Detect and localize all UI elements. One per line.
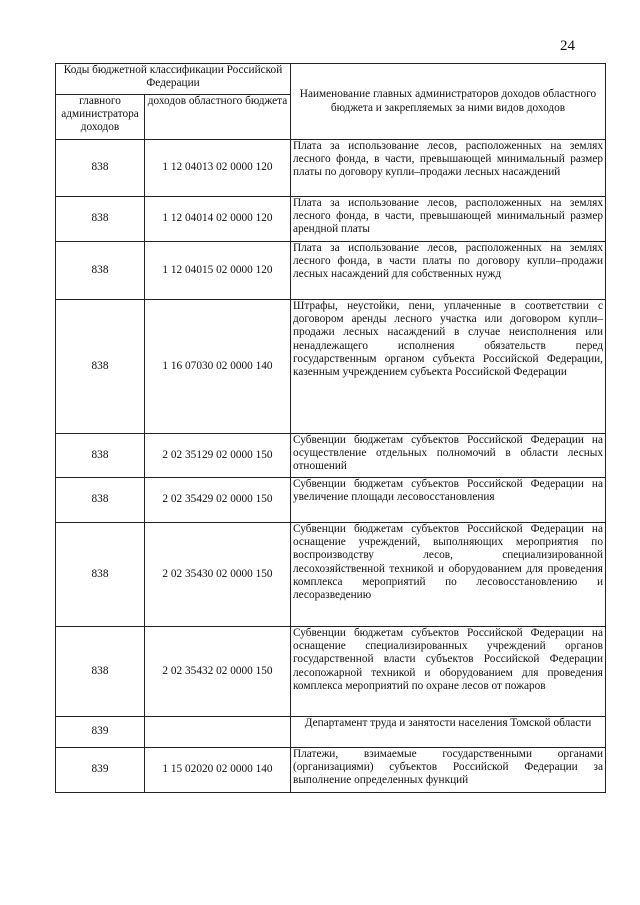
income-code-cell: 2 02 35432 02 0000 150 <box>145 627 291 717</box>
table-row <box>56 140 606 197</box>
income-code-cell: 1 12 04015 02 0000 120 <box>145 242 291 300</box>
income-code-cell: 1 16 07030 02 0000 140 <box>145 300 291 434</box>
income-name-cell: Субвенции бюджетам субъектов Российской Федерации на осуществление отдельных полномочий в области лесных отношений <box>291 434 606 478</box>
income-name-cell: Платежи, взимаемые государственными органами (организациями) субъектов Российской Федерации за выполнение определенных функций <box>291 748 606 793</box>
admin-code-cell: 838 <box>56 140 145 197</box>
admin-code-cell: 839 <box>56 748 145 793</box>
income-code-cell: 1 12 04014 02 0000 120 <box>145 197 291 242</box>
name-column-header: Наименование главных администраторов доходов областного бюджета и закрепляемых за ними видов доходов <box>291 64 606 140</box>
income-name-cell: Штрафы, неустойки, пени, уплаченные в соответствии с договором аренды лесного участка или договором купли–продажи лесных насаждений в случае неисполнения или ненадлежащего исполнения обязательств перед государственным органом субъекта Российской Федерации, казенным учреждением субъекта Российской Федерации <box>291 300 606 434</box>
income-column-header: доходов областного бюджета <box>145 95 291 140</box>
department-row <box>56 717 606 748</box>
income-name-cell: Субвенции бюджетам субъектов Российской Федерации на оснащение специализированных учреждений органов государственной власти субъектов Российской Федерации лесопожарной техникой и оборудованием для проведения комплекса мероприятий по охране лесов от пожаров <box>291 627 606 717</box>
table-row <box>56 242 606 300</box>
admin-code-cell: 838 <box>56 523 145 627</box>
income-name-cell: Субвенции бюджетам субъектов Российской Федерации на увеличение площади лесовосстановления <box>291 478 606 523</box>
admin-column-header: главного администратора доходов <box>56 95 145 140</box>
page-number: 24 <box>560 38 575 54</box>
budget-classification-table <box>55 63 606 793</box>
department-name: Департамент труда и занятости населения Томской области <box>291 717 606 748</box>
income-code-cell: 1 12 04013 02 0000 120 <box>145 140 291 197</box>
admin-code-cell: 838 <box>56 627 145 717</box>
table-row <box>56 748 606 793</box>
income-code-cell: 1 15 02020 02 0000 140 <box>145 748 291 793</box>
table-row <box>56 523 606 627</box>
admin-code-cell: 838 <box>56 197 145 242</box>
admin-code-cell: 838 <box>56 478 145 523</box>
income-code-cell: 2 02 35430 02 0000 150 <box>145 523 291 627</box>
income-code-cell: 2 02 35429 02 0000 150 <box>145 478 291 523</box>
income-name-cell: Субвенции бюджетам субъектов Российской Федерации на оснащение учреждений, выполняющих мероприятия по воспроизводству лесов, специализированной лесохозяйственной техникой и оборудованием для проведения комплекса мероприятий по лесовосстановлению и лесоразведению <box>291 523 606 627</box>
table-row <box>56 627 606 717</box>
table-row <box>56 197 606 242</box>
admin-code-cell: 838 <box>56 300 145 434</box>
income-code-cell: 2 02 35129 02 0000 150 <box>145 434 291 478</box>
income-name-cell: Плата за использование лесов, расположенных на землях лесного фонда, в части, превышающей минимальный размер арендной платы <box>291 197 606 242</box>
table-row <box>56 434 606 478</box>
admin-code-cell: 838 <box>56 434 145 478</box>
empty-cell <box>145 717 291 748</box>
department-admin-code: 839 <box>56 717 145 748</box>
income-name-cell: Плата за использование лесов, расположенных на землях лесного фонда, в части платы по договору купли–продажи лесных насаждений для собственных нужд <box>291 242 606 300</box>
income-name-cell: Плата за использование лесов, расположенных на землях лесного фонда, в части, превышающей минимальный размер платы по договору купли–продажи лесных насаждений <box>291 140 606 197</box>
table-row <box>56 478 606 523</box>
header-row-1 <box>56 64 606 95</box>
admin-code-cell: 838 <box>56 242 145 300</box>
codes-group-header: Коды бюджетной классификации Российской Федерации <box>56 64 291 95</box>
table-row <box>56 300 606 434</box>
